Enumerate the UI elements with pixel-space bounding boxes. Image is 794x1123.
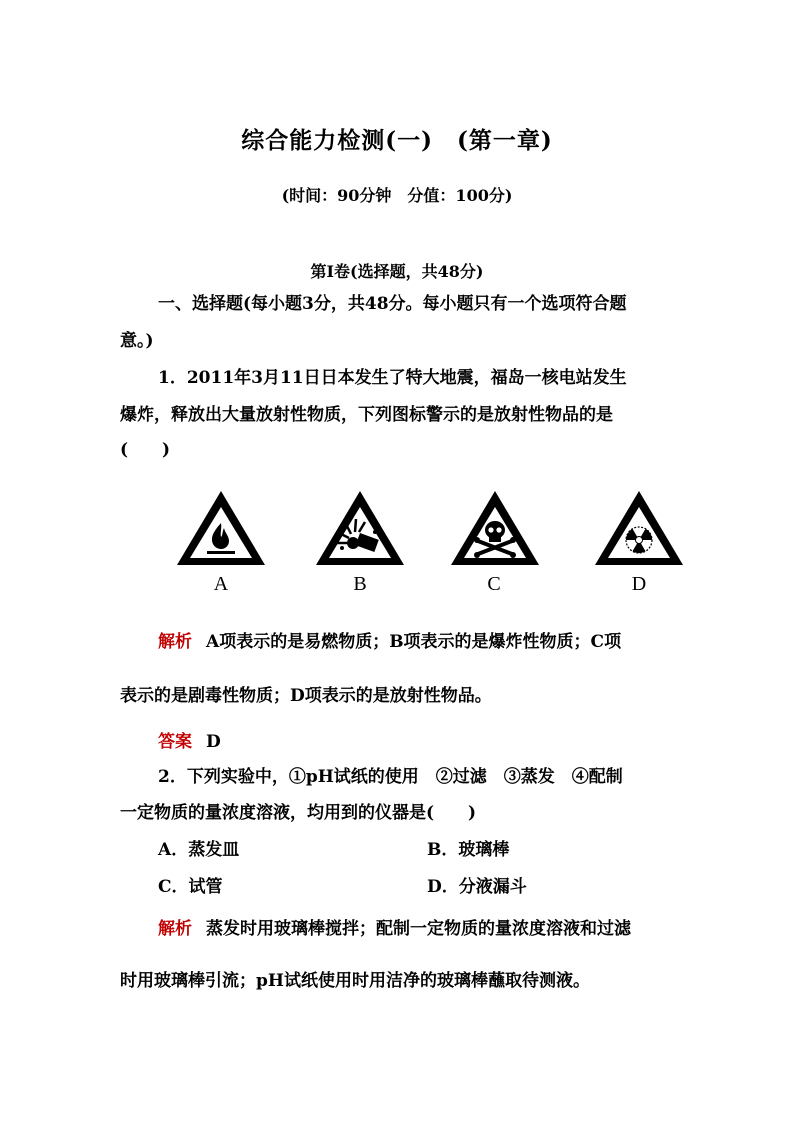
sign-label-c: C <box>487 573 501 595</box>
q2-option-b: B．玻璃棒 <box>427 840 510 860</box>
radioactive-icon <box>592 488 686 568</box>
q2-analysis-line-2: 时用玻璃棒引流；pH试纸使用时用洁净的玻璃棒蘸取待测液。 <box>120 971 590 991</box>
q2-line-1: 2．下列实验中，①pH试纸的使用 ②过滤 ③蒸发 ④配制 <box>158 767 623 787</box>
q1-line-2: 爆炸，释放出大量放射性物质，下列图标警示的是放射性物品的是 <box>120 405 613 425</box>
instructions-line-1: 一、选择题(每小题3分，共48分。每小题只有一个选项符合题 <box>158 294 627 314</box>
analysis-label: 解析 <box>158 632 192 652</box>
analysis-label: 解析 <box>158 919 192 939</box>
q2-line-2: 一定物质的量浓度溶液，均用到的仪器是( ) <box>120 803 477 823</box>
q1-line-3: ( ) <box>120 440 171 460</box>
exam-info: (时间：90分钟 分值：100分) <box>281 186 513 205</box>
answer-value: D <box>206 732 221 752</box>
sign-label-d: D <box>631 573 647 595</box>
toxic-skull-icon <box>448 488 542 568</box>
sign-label-b: B <box>353 573 367 595</box>
q2-option-a: A．蒸发皿 <box>158 840 240 860</box>
answer-label: 答案 <box>158 732 192 752</box>
q1-analysis-line-1: 解析 A项表示的是易燃物质；B项表示的是爆炸性物质；C项 <box>158 632 622 652</box>
q2-analysis-line-1: 解析 蒸发时用玻璃棒搅拌；配制一定物质的量浓度溶液和过滤 <box>158 919 631 939</box>
q1-analysis-line-2: 表示的是剧毒性物质；D项表示的是放射性物品。 <box>120 686 492 706</box>
q2-option-d: D．分液漏斗 <box>427 877 527 897</box>
sign-label-a: A <box>213 573 229 595</box>
flammable-icon <box>174 488 268 568</box>
instructions-line-2: 意。) <box>120 331 154 351</box>
section-heading: 第Ⅰ卷(选择题，共48分) <box>310 262 484 281</box>
q1-line-1: 1．2011年3月11日日本发生了特大地震，福岛一核电站发生 <box>158 368 627 388</box>
q1-answer <box>158 734 221 751</box>
explosive-icon <box>313 488 407 568</box>
q2-option-c: C．试管 <box>158 877 223 897</box>
page-title: 综合能力检测(一) (第一章) <box>241 127 553 154</box>
